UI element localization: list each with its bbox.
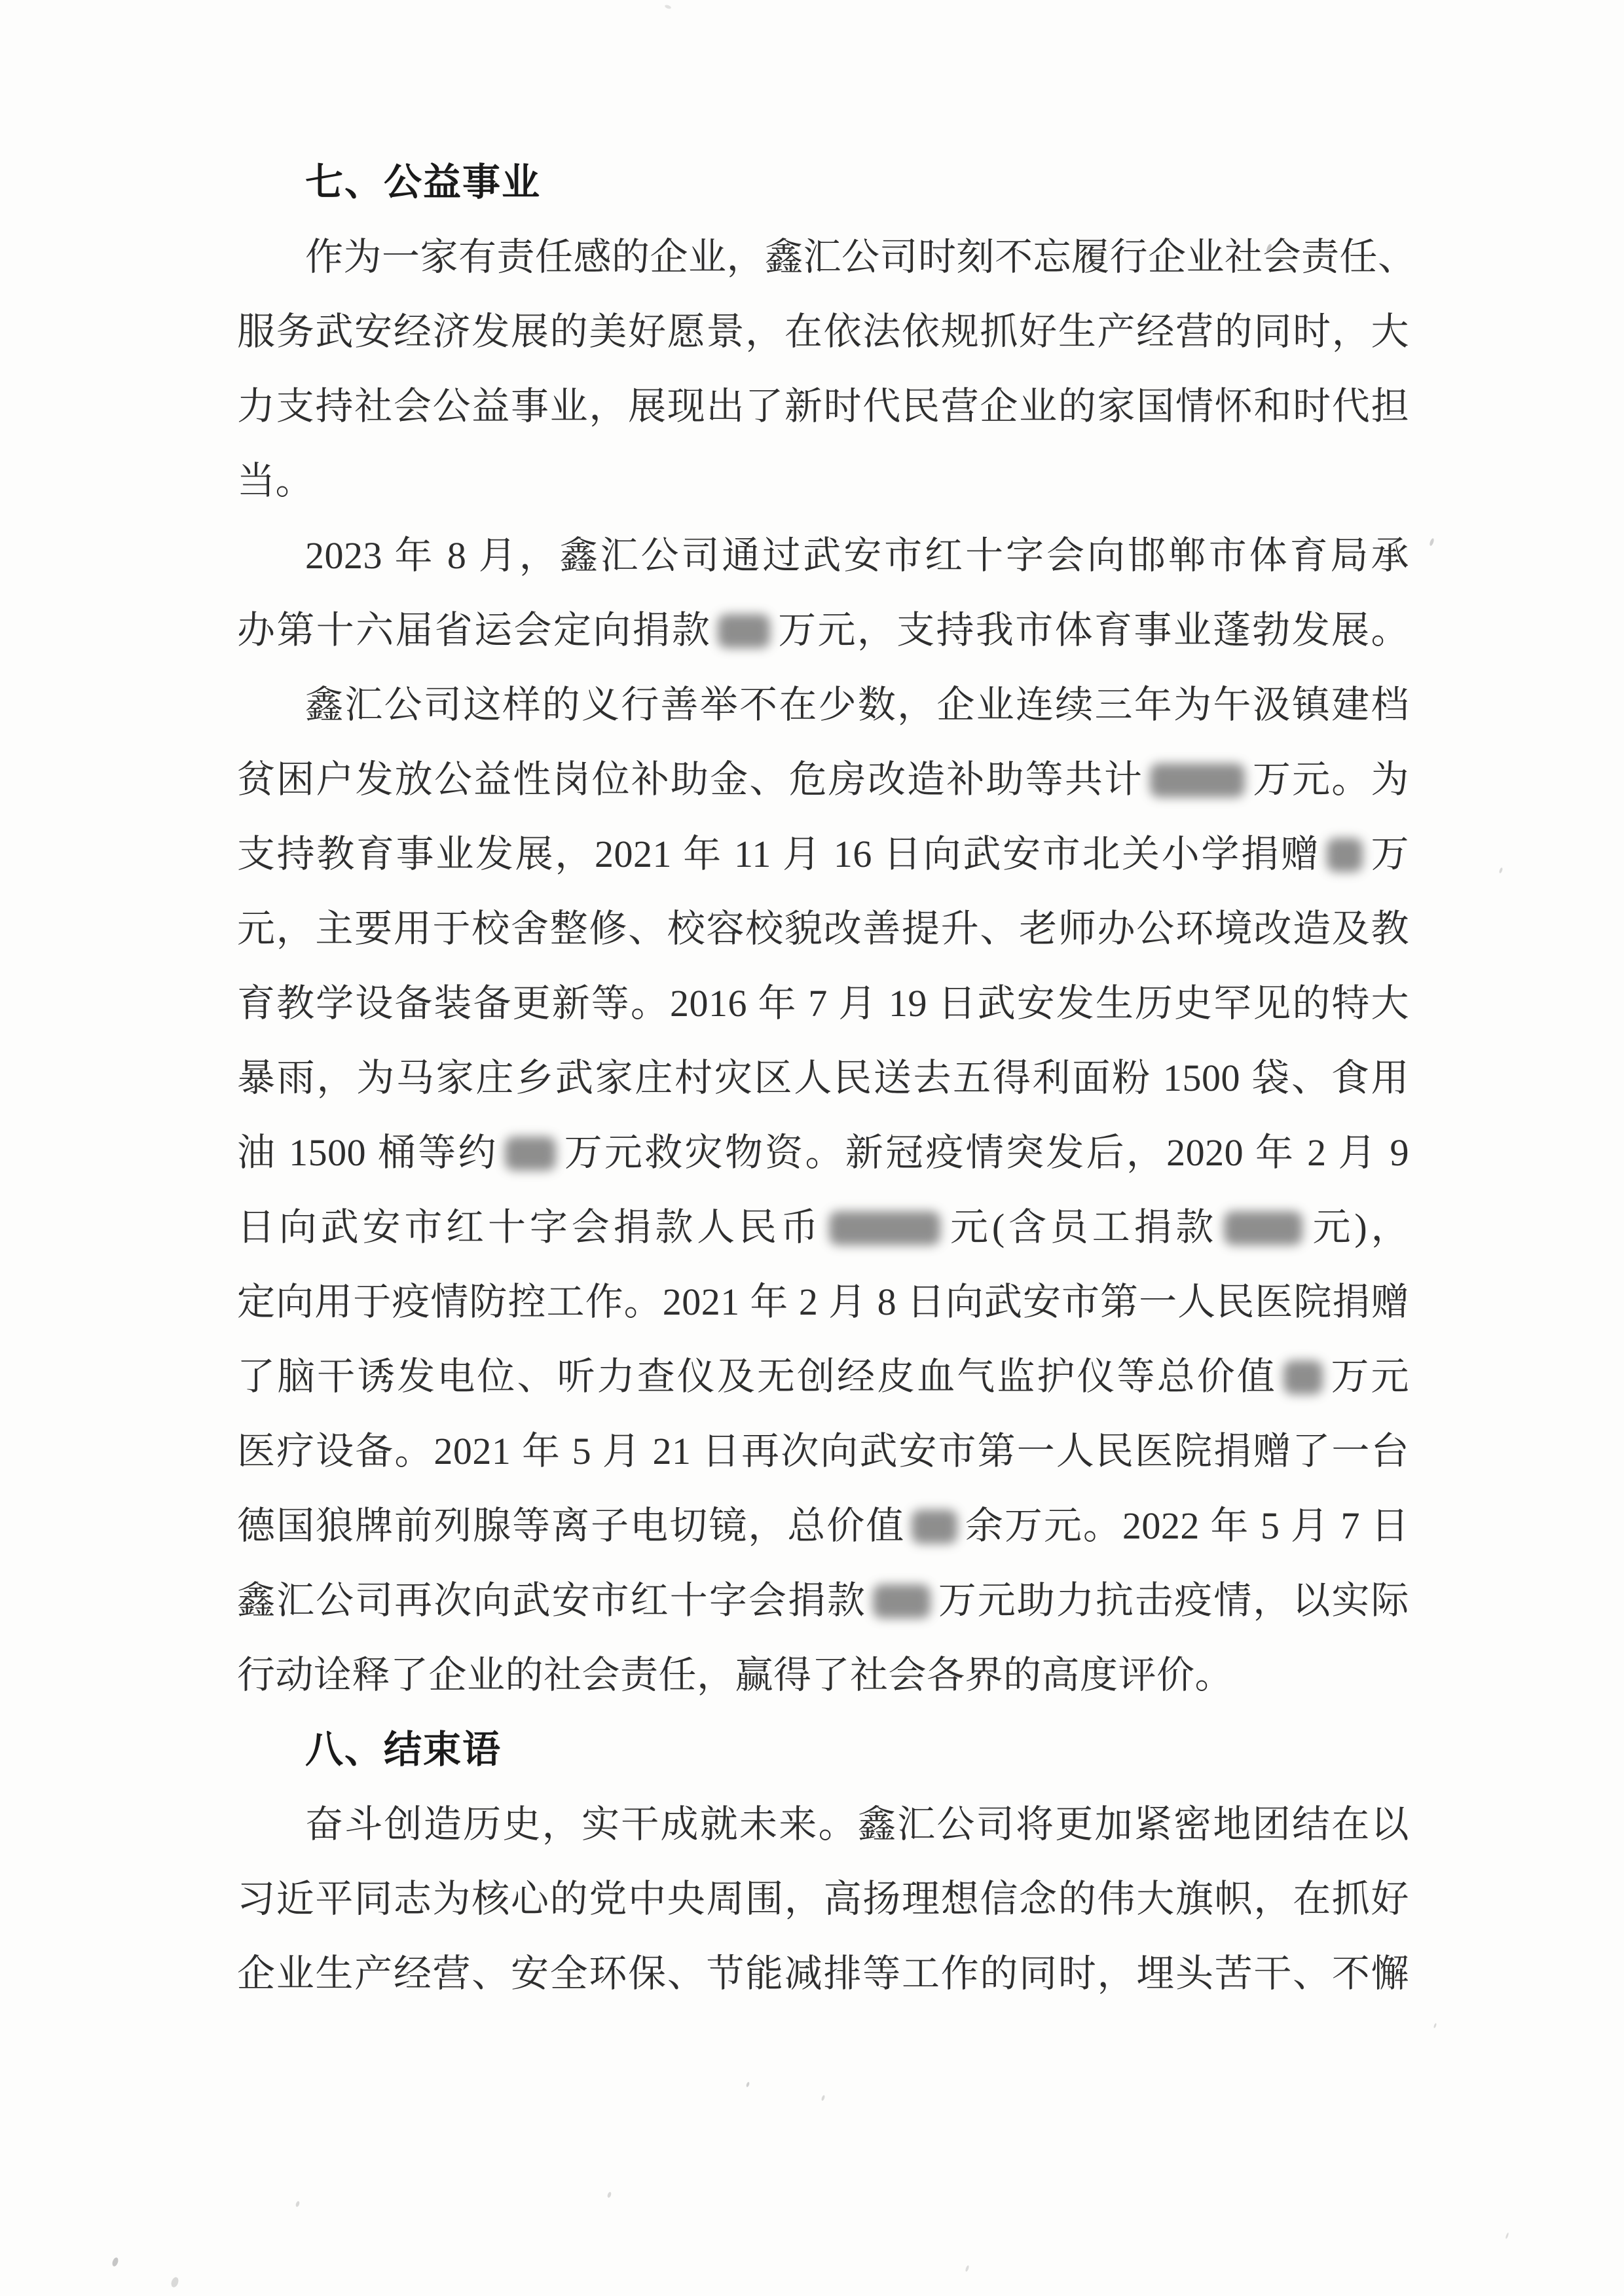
text-run: 服务武安经济发展的美好愿景，在依法依规抓好生产经营的同时，大: [237, 310, 1409, 353]
text-line: [237, 1937, 1409, 2011]
text-run: 万元: [1329, 1355, 1409, 1398]
text-line: [237, 1190, 1409, 1265]
text-run: 奋斗创造历史，实干成就未来。鑫汇公司将更加紧密地团结在以: [305, 1803, 1409, 1846]
text-run: 了脑干诱发电位、听力查仪及无创经皮血气监护仪等总价值: [237, 1355, 1277, 1398]
text-line: [237, 220, 1416, 295]
redaction-blur: [505, 1137, 556, 1171]
text-run: 作为一家有责任感的企业，鑫汇公司时刻不忘履行企业社会责任、: [305, 236, 1416, 278]
text-run: 暴雨，为马家庄乡武家庄村灾区人民送去五得利面粉 1500 袋、食用: [237, 1057, 1409, 1099]
redaction-blur: [1224, 1211, 1302, 1245]
section-heading: [237, 145, 1409, 220]
text-run: 当。: [237, 460, 314, 502]
redaction-blur: [1150, 763, 1245, 797]
text-run: 万元助力抗击疫情，以实际: [937, 1579, 1409, 1622]
text-line: [237, 1339, 1409, 1414]
redaction-blur: [873, 1584, 931, 1618]
scan-speck: [111, 2257, 119, 2267]
text-line: [237, 892, 1409, 966]
text-line: [237, 295, 1409, 369]
text-run: 行动诠释了企业的社会责任，赢得了社会各界的高度评价。: [237, 1654, 1234, 1696]
text-line: [237, 742, 1409, 817]
text-run: 万元救灾物资。新冠疫情突发后，2020 年 2 月 9: [562, 1131, 1409, 1174]
text-run: 2023 年 8 月，鑫汇公司通过武安市红十字会向邯郸市体育局承: [305, 534, 1409, 577]
redaction-blur: [1327, 838, 1363, 872]
text-run: 余万元。2022 年 5 月 7 日: [964, 1504, 1409, 1547]
scan-speck: [1433, 2023, 1437, 2029]
text-run: 日向武安市红十字会捐款人民币: [237, 1206, 822, 1248]
text-run: 力支持社会公益事业，展现出了新时代民营企业的家国情怀和时代担: [237, 385, 1409, 428]
scan-speck: [1429, 538, 1435, 547]
redaction-blur: [1283, 1360, 1323, 1394]
text-run: 医疗设备。2021 年 5 月 21 日再次向武安市第一人民医院捐赠了一台: [237, 1430, 1409, 1472]
text-run: 企业生产经营、安全环保、节能减排等工作的同时，埋头苦干、不懈: [237, 1952, 1409, 1995]
text-run: 德国狼牌前列腺等离子电切镜，总价值: [237, 1504, 906, 1547]
document-text-block: [237, 145, 1416, 2011]
scan-speck: [1499, 867, 1504, 874]
text-run: 元(含员工捐款: [946, 1206, 1218, 1248]
scan-speck: [821, 2095, 826, 2102]
text-line: [237, 966, 1409, 1041]
redaction-blur: [718, 614, 770, 648]
text-line: [237, 519, 1409, 593]
text-run: 鑫汇公司这样的义行善举不在少数，企业连续三年为午汲镇建档: [305, 683, 1409, 726]
text-line: [237, 817, 1409, 892]
text-run: 油 1500 桶等约: [237, 1131, 498, 1174]
scan-speck: [746, 2082, 750, 2088]
scan-speck: [607, 2191, 612, 2198]
text-run: 支持教育事业发展，2021 年 11 月 16 日向武安市北关小学捐赠: [237, 833, 1321, 875]
text-run: 万: [1369, 833, 1409, 875]
section-heading: [237, 1713, 1409, 1787]
text-line: [237, 1265, 1409, 1339]
text-line: [237, 1041, 1409, 1116]
scan-speck: [965, 2265, 969, 2272]
text-line: [237, 1116, 1409, 1190]
scan-speck: [1505, 2232, 1509, 2239]
scan-speck: [170, 2276, 180, 2288]
text-line: [237, 593, 1409, 668]
text-line: [237, 1563, 1409, 1638]
text-line: [237, 369, 1409, 444]
text-run: 元，主要用于校舍整修、校容校貌改善提升、老师办公环境改造及教: [237, 907, 1409, 950]
text-run: 万元，支持我市体育事业蓬勃发展。: [777, 609, 1409, 651]
text-run: 贫困户发放公益性岗位补助金、危房改造补助等共计: [237, 758, 1144, 801]
text-line: [237, 1787, 1409, 1862]
scan-speck: [295, 2200, 301, 2207]
redaction-blur: [912, 1510, 957, 1544]
text-run: 定向用于疫情防控工作。2021 年 2 月 8 日向武安市第一人民医院捐赠: [237, 1281, 1409, 1323]
text-run: 办第十六届省运会定向捐款: [237, 609, 712, 651]
text-line: [237, 1638, 1409, 1713]
redaction-blur: [829, 1211, 940, 1245]
text-run: 习近平同志为核心的党中央周围，高扬理想信念的伟大旗帜，在抓好: [237, 1878, 1409, 1920]
text-run: 育教学设备装备更新等。2016 年 7 月 19 日武安发生历史罕见的特大: [237, 982, 1409, 1025]
text-line: [237, 444, 1409, 519]
text-run: 鑫汇公司再次向武安市红十字会捐款: [237, 1579, 867, 1622]
text-run: 万元。为: [1251, 758, 1409, 801]
text-line: [237, 668, 1409, 742]
text-run: 七、公益事业: [305, 161, 542, 204]
text-line: [237, 1862, 1409, 1937]
text-line: [237, 1489, 1409, 1563]
scan-speck: [664, 4, 671, 9]
text-run: 八、结束语: [305, 1728, 502, 1771]
text-line: [237, 1414, 1409, 1489]
text-run: 元)，: [1309, 1206, 1409, 1248]
